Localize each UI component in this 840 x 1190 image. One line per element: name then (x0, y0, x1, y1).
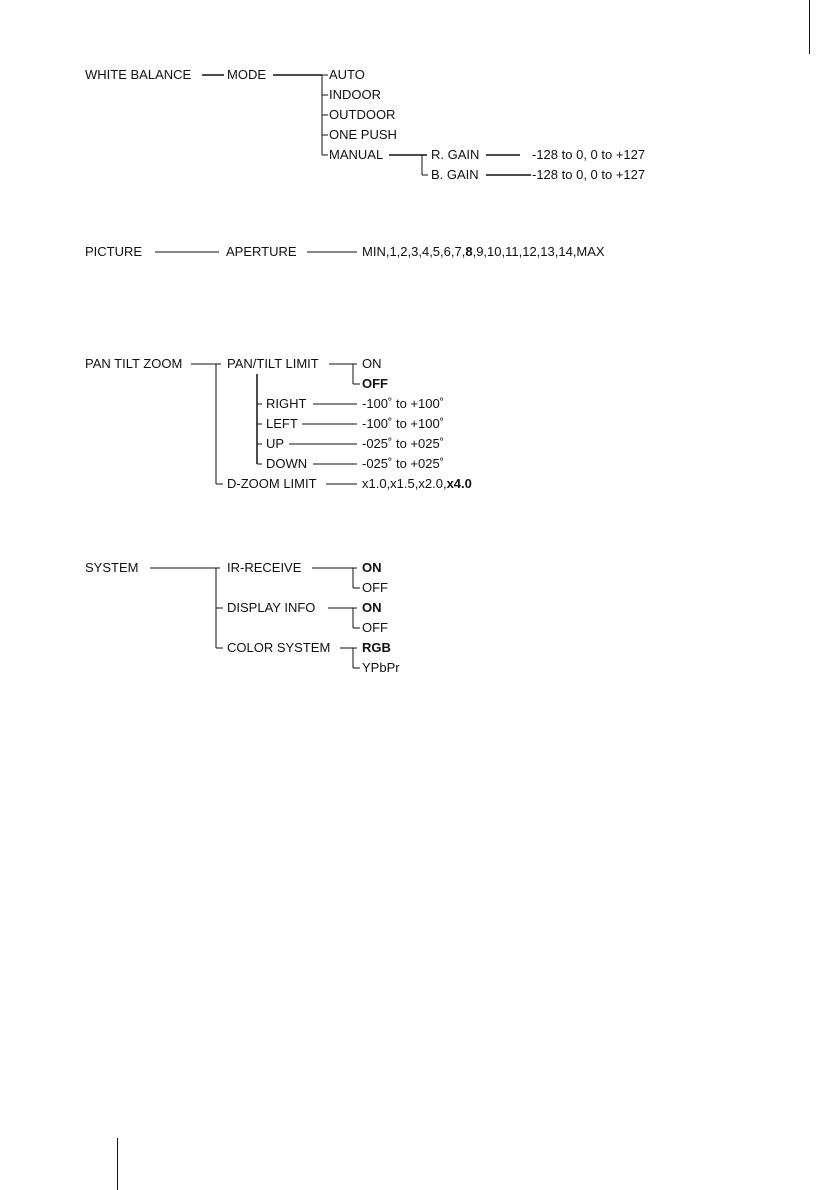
ir-receive-off: OFF (362, 580, 388, 595)
color-system-ypbpr: YPbPr (362, 660, 400, 675)
color-system-rgb-default: RGB (362, 640, 391, 655)
b-gain-range: -128 to 0, 0 to +127 (532, 167, 646, 182)
pan-tilt-limit-on: ON (362, 356, 382, 371)
limit-up-range: -025˚ to +025˚ (362, 436, 445, 451)
mode-option-one-push: ONE PUSH (329, 127, 397, 142)
limit-up-label: UP (266, 436, 285, 451)
pan-tilt-zoom-title: PAN TILT ZOOM (85, 356, 183, 371)
display-info-label: DISPLAY INFO (227, 600, 316, 615)
pan-tilt-limit-label: PAN/TILT LIMIT (227, 356, 319, 371)
limit-left-label: LEFT (266, 416, 298, 431)
aperture-values-after: ,9,10,11,12,13,14,MAX (472, 244, 605, 259)
d-zoom-limit-values (362, 476, 472, 492)
aperture-default-value: 8 (465, 244, 473, 259)
display-info-on-default: ON (362, 600, 382, 615)
limit-right-label: RIGHT (266, 396, 307, 411)
limit-down-range: -025˚ to +025˚ (362, 456, 445, 471)
limit-left-range: -100˚ to +100˚ (362, 416, 445, 431)
aperture-values-before: MIN,1,2,3,4,5,6,7, (362, 244, 466, 259)
aperture-values (362, 244, 605, 260)
r-gain-range: -128 to 0, 0 to +127 (532, 147, 646, 162)
display-info-off: OFF (362, 620, 388, 635)
system-title: SYSTEM (85, 560, 139, 575)
mode-label: MODE (227, 67, 266, 82)
b-gain-label: B. GAIN (431, 167, 479, 182)
ir-receive-on-default: ON (362, 560, 382, 575)
mode-option-manual: MANUAL (329, 147, 384, 162)
limit-right-range: -100˚ to +100˚ (362, 396, 445, 411)
mode-option-indoor: INDOOR (329, 87, 381, 102)
top-right-edge-rule (809, 0, 810, 54)
bottom-left-edge-rule (117, 1138, 118, 1190)
r-gain-label: R. GAIN (431, 147, 480, 162)
ir-receive-label: IR-RECEIVE (227, 560, 302, 575)
aperture-label: APERTURE (226, 244, 297, 259)
white-balance-title: WHITE BALANCE (85, 67, 192, 82)
d-zoom-default-value: x4.0 (446, 476, 472, 491)
color-system-label: COLOR SYSTEM (227, 640, 331, 655)
limit-down-label: DOWN (266, 456, 308, 471)
d-zoom-limit-label: D-ZOOM LIMIT (227, 476, 317, 491)
mode-option-auto: AUTO (329, 67, 365, 82)
mode-option-outdoor: OUTDOOR (329, 107, 396, 122)
pan-tilt-limit-off-default: OFF (362, 376, 388, 391)
picture-title: PICTURE (85, 244, 143, 259)
d-zoom-values: x1.0,x1.5,x2.0, (362, 476, 447, 491)
